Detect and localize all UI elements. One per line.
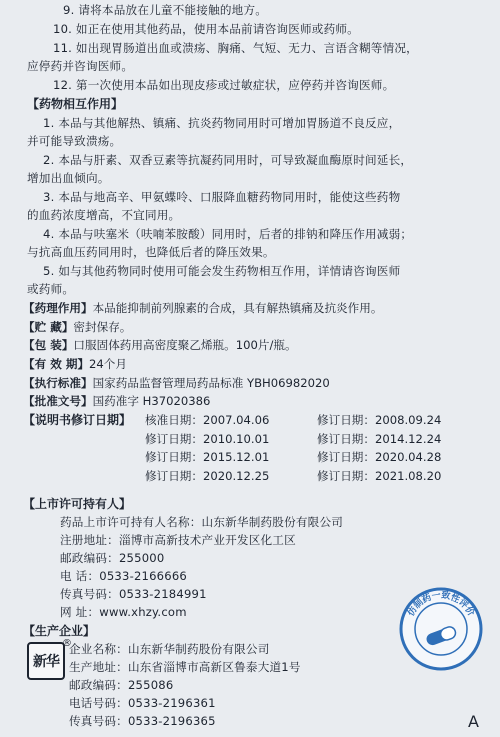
field-value: 密封保存。 — [73, 320, 132, 334]
interaction-line: 并可能导致溃疡。 — [27, 134, 122, 148]
revision-date: 修订日期：2021.08.20 — [317, 469, 442, 483]
holder-line: 邮政编码：255000 — [60, 551, 165, 565]
warning-line: 10. 如正在使用其他药品，使用本品前请咨询医师或药师。 — [53, 22, 359, 36]
field-value: 本品能抑制前列腺素的合成，具有解热镇痛及抗炎作用。 — [92, 301, 383, 315]
pharmacology-field — [23, 301, 382, 316]
revision-date: 修订日期：2015.12.01 — [145, 450, 270, 464]
manufacturer-heading: 【生产企业】 — [23, 624, 96, 638]
warning-line: 12. 第一次使用本品如出现皮疹或过敏症状，应停药并咨询医师。 — [53, 78, 395, 92]
interaction-line: 的血药浓度增高，不宜同用。 — [27, 208, 181, 222]
holder-heading: 【上市许可持有人】 — [23, 497, 132, 511]
holder-line: 电 话：0533-2166666 — [60, 569, 187, 583]
interaction-line: 2. 本品与肝素、双香豆素等抗凝药同用时，可导致凝血酶原时间延长， — [43, 153, 413, 167]
field-key: 【批准文号】 — [23, 394, 93, 408]
field-key: 【包 装】 — [23, 338, 74, 352]
revision-date: 修订日期：2008.09.24 — [317, 413, 442, 427]
standard-field — [23, 376, 330, 391]
manufacturer-line: 生产地址：山东省淄博市高新区鲁泰大道1号 — [69, 660, 301, 674]
holder-line: 网 址：www.xhzy.com — [60, 605, 187, 619]
revision-heading: 【说明书修订日期】 — [23, 413, 132, 427]
approval-number-field — [23, 394, 210, 409]
logo-text: 新华 — [33, 654, 59, 670]
company-logo — [27, 642, 65, 680]
field-key: 【药理作用】 — [23, 301, 93, 315]
warning-line: 应停药并咨询医师。 — [27, 59, 134, 73]
revision-date: 核准日期：2007.04.06 — [145, 413, 270, 427]
interaction-line: 或药师。 — [27, 282, 75, 296]
manufacturer-line: 传真号码：0533-2196365 — [69, 714, 216, 728]
field-value: 24个月 — [89, 357, 127, 371]
interaction-line: 与抗高血压药同用时，也降低后者的降压效果。 — [27, 245, 275, 259]
field-key: 【有 效 期】 — [23, 357, 90, 371]
field-value: 口服固体药用高密度聚乙烯瓶。100片/瓶。 — [73, 338, 297, 352]
interaction-line: 3. 本品与地高辛、甲氨蝶呤、口服降血糖药物同用时，能使这些药物 — [43, 190, 401, 204]
field-key: 【贮 藏】 — [23, 320, 74, 334]
revision-date: 修订日期：2014.12.24 — [317, 432, 442, 446]
package-field — [23, 338, 297, 353]
holder-line: 传真号码：0533-2184991 — [60, 587, 207, 601]
holder-line: 注册地址：淄博市高新技术产业开发区化工区 — [60, 533, 296, 547]
storage-field — [23, 320, 131, 335]
field-key: 【执行标准】 — [23, 376, 93, 390]
interaction-line: 5. 如与其他药物同时使用可能会发生药物相互作用，详情请咨询医师 — [43, 264, 401, 278]
seal-text: 仿制药一致性评价 — [406, 590, 476, 619]
field-value: 国药准字 H37020386 — [92, 394, 211, 408]
interactions-heading: 【药物相互作用】 — [27, 97, 124, 111]
warning-line: 9. 请将本品放在儿童不能接触的地方。 — [63, 3, 268, 17]
consistency-evaluation-seal — [398, 586, 484, 672]
shelf-life-field — [23, 357, 127, 372]
revision-date: 修订日期：2020.12.25 — [145, 469, 270, 483]
interaction-line: 增加出血倾向。 — [27, 171, 110, 185]
manufacturer-line: 电话号码：0533-2196361 — [69, 696, 216, 710]
page-letter: A — [468, 712, 479, 731]
manufacturer-line: 邮政编码：255086 — [69, 678, 174, 692]
interaction-line: 4. 本品与呋塞米（呋喃苯胺酸）同用时，后者的排钠和降压作用减弱； — [43, 227, 413, 241]
interaction-line: 1. 本品与其他解热、镇痛、抗炎药物同用时可增加胃肠道不良反应， — [43, 116, 401, 130]
warning-line: 11. 如出现胃肠道出血或溃疡、胸痛、气短、无力、言语含糊等情况， — [53, 41, 418, 55]
revision-date: 修订日期：2020.04.28 — [317, 450, 442, 464]
registered-mark: ® — [62, 638, 72, 649]
field-value: 国家药品监督管理局药品标准 YBH06982020 — [92, 376, 330, 390]
manufacturer-line: 企业名称：山东新华制药股份有限公司 — [69, 642, 270, 656]
holder-line: 药品上市许可持有人名称：山东新华制药股份有限公司 — [60, 515, 344, 529]
revision-date: 修订日期：2010.10.01 — [145, 432, 270, 446]
